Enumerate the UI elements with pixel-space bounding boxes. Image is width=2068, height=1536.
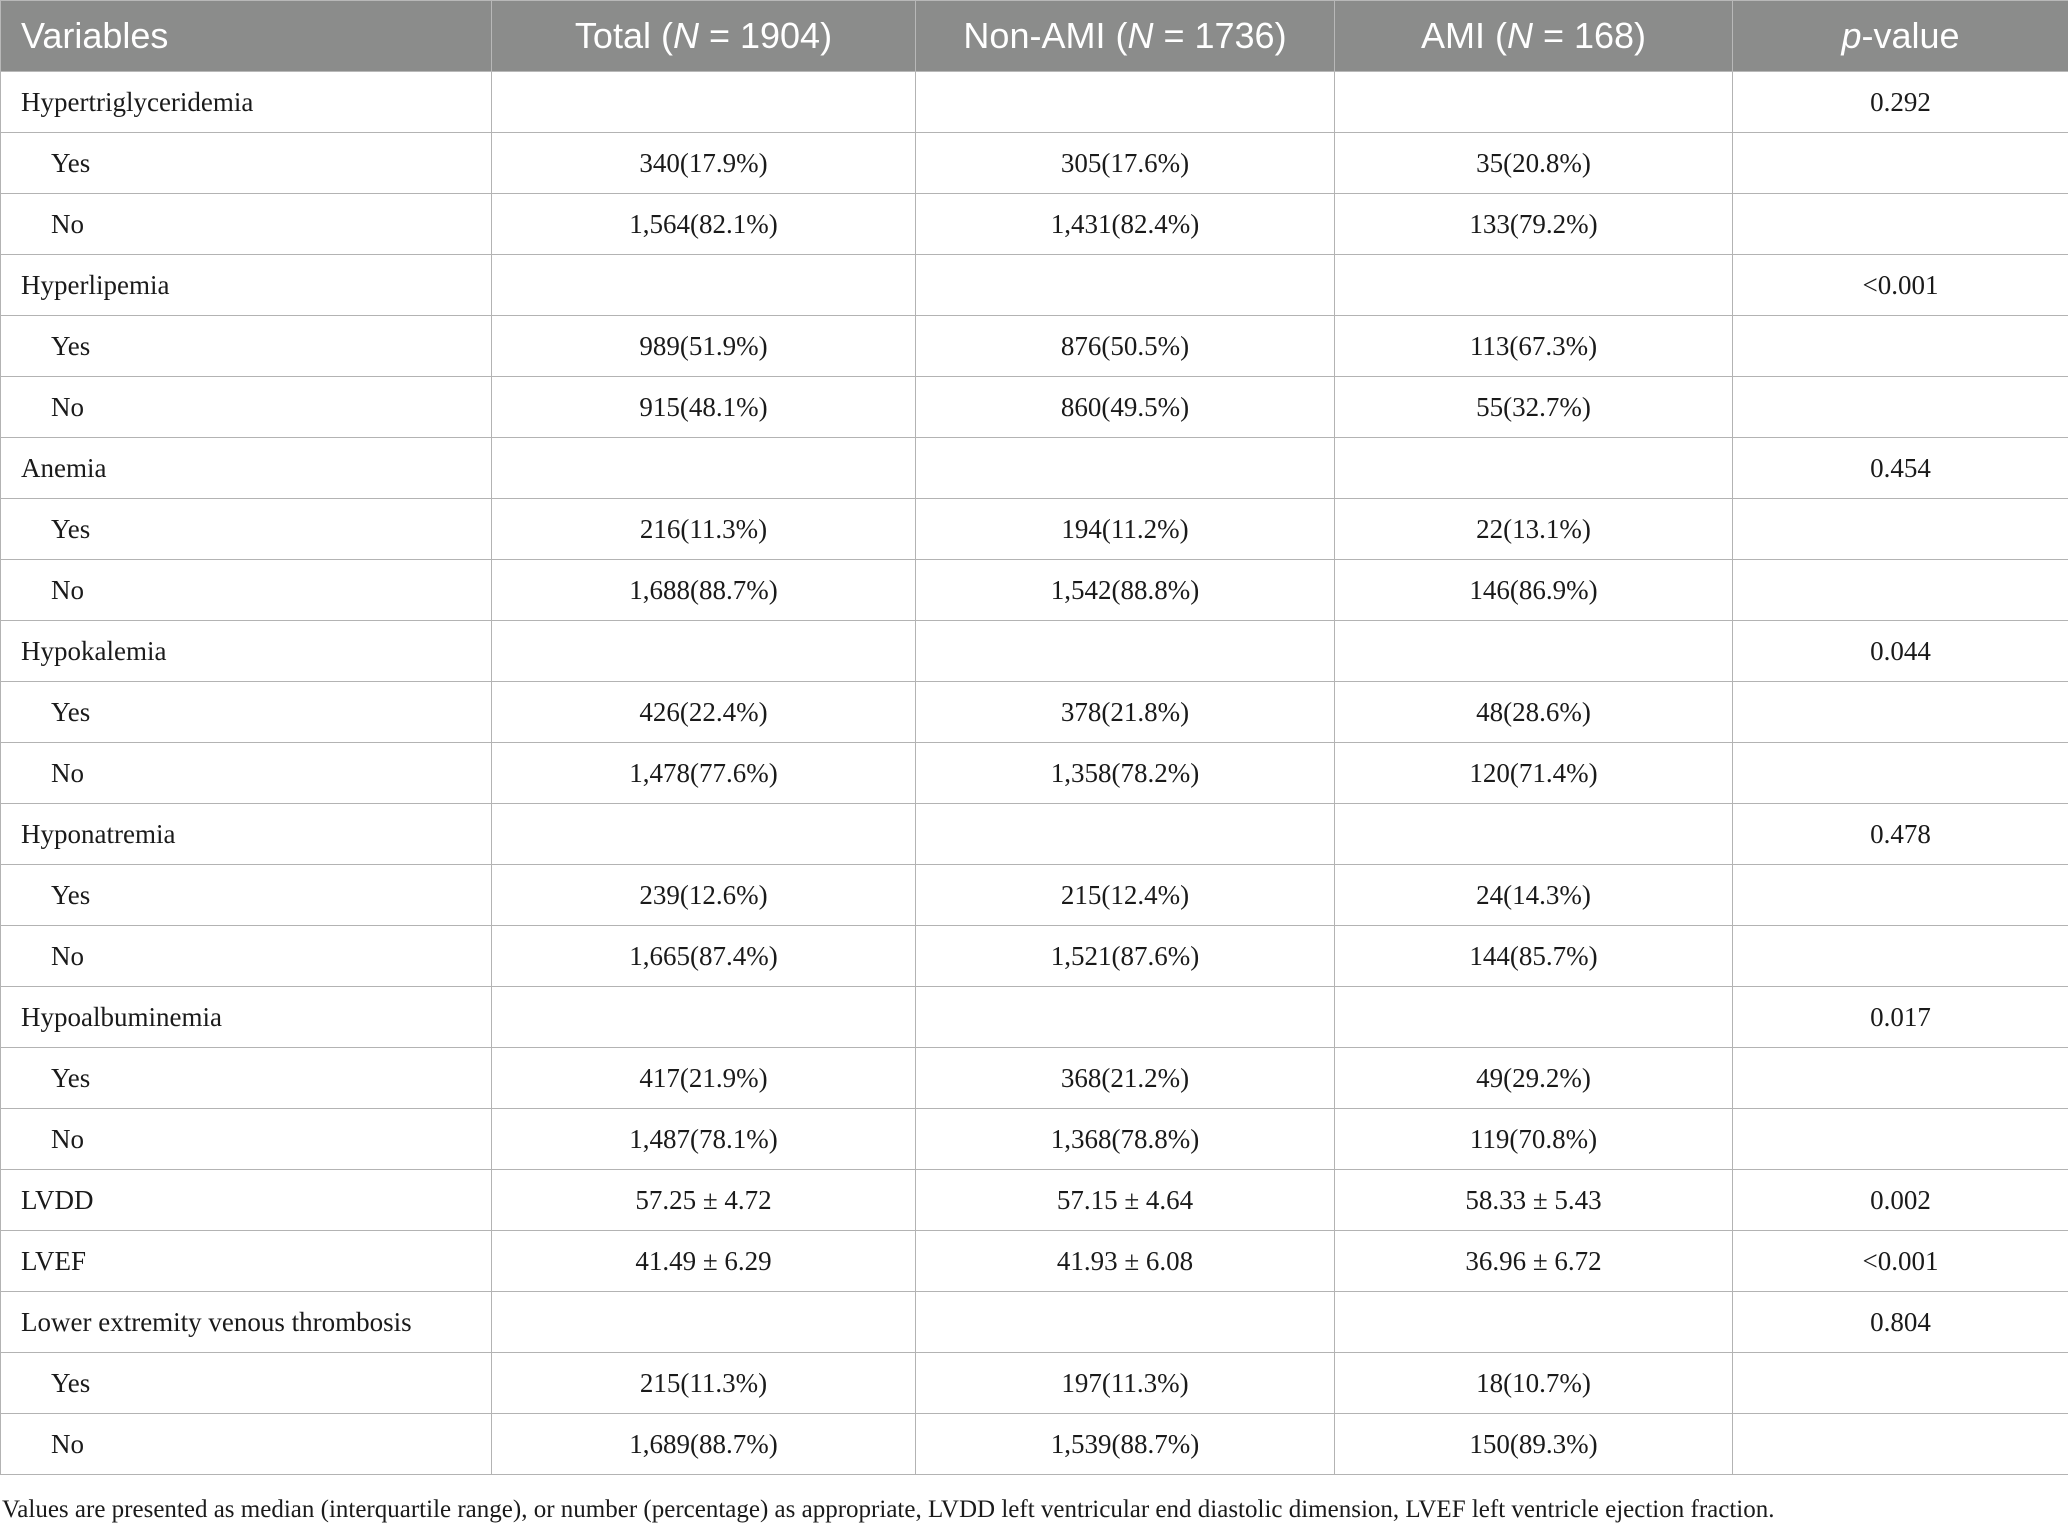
- ami-cell: 55(32.7%): [1335, 377, 1733, 438]
- total-cell: [492, 255, 916, 316]
- row-label-cell: Yes: [1, 682, 492, 743]
- non-ami-cell: 41.93 ± 6.08: [916, 1231, 1335, 1292]
- header-total: Total (N = 1904): [492, 1, 916, 72]
- non-ami-cell: 1,358(78.2%): [916, 743, 1335, 804]
- table-row: [1, 987, 2068, 1048]
- row-label-cell: Hypokalemia: [1, 621, 492, 682]
- p-value-cell: [1733, 499, 2068, 560]
- ami-cell: 150(89.3%): [1335, 1414, 1733, 1475]
- ami-cell: 49(29.2%): [1335, 1048, 1733, 1109]
- ami-cell: [1335, 72, 1733, 133]
- table-row: [1, 194, 2068, 255]
- non-ami-cell: [916, 621, 1335, 682]
- table-row: [1, 865, 2068, 926]
- table-row: [1, 1170, 2068, 1231]
- p-value-cell: 0.292: [1733, 72, 2068, 133]
- table-row: [1, 1353, 2068, 1414]
- header-variables: Variables: [1, 1, 492, 72]
- table-row: [1, 72, 2068, 133]
- row-label-cell: Yes: [1, 499, 492, 560]
- table-row: [1, 1292, 2068, 1353]
- row-label-cell: Hypoalbuminemia: [1, 987, 492, 1048]
- ami-cell: [1335, 1292, 1733, 1353]
- p-value-cell: [1733, 133, 2068, 194]
- row-label-cell: No: [1, 1109, 492, 1170]
- table-row: [1, 682, 2068, 743]
- non-ami-cell: 860(49.5%): [916, 377, 1335, 438]
- non-ami-cell: [916, 987, 1335, 1048]
- total-cell: [492, 72, 916, 133]
- table-row: [1, 499, 2068, 560]
- non-ami-cell: 1,542(88.8%): [916, 560, 1335, 621]
- total-cell: 57.25 ± 4.72: [492, 1170, 916, 1231]
- ami-cell: 36.96 ± 6.72: [1335, 1231, 1733, 1292]
- header-p-value: p-value: [1733, 1, 2068, 72]
- table-row: [1, 377, 2068, 438]
- table-row: [1, 1109, 2068, 1170]
- row-label-cell: LVDD: [1, 1170, 492, 1231]
- table-row: [1, 621, 2068, 682]
- total-cell: 1,689(88.7%): [492, 1414, 916, 1475]
- total-cell: [492, 1292, 916, 1353]
- row-label-cell: No: [1, 560, 492, 621]
- total-cell: 1,487(78.1%): [492, 1109, 916, 1170]
- total-cell: 915(48.1%): [492, 377, 916, 438]
- table-header-row: [1, 1, 2068, 72]
- row-label-cell: Hypertriglyceridemia: [1, 72, 492, 133]
- non-ami-cell: [916, 804, 1335, 865]
- non-ami-cell: [916, 438, 1335, 499]
- p-value-cell: [1733, 1353, 2068, 1414]
- row-label-cell: No: [1, 1414, 492, 1475]
- total-cell: [492, 804, 916, 865]
- non-ami-cell: 215(12.4%): [916, 865, 1335, 926]
- non-ami-cell: 368(21.2%): [916, 1048, 1335, 1109]
- total-cell: 340(17.9%): [492, 133, 916, 194]
- row-label-cell: No: [1, 926, 492, 987]
- header-ami: AMI (N = 168): [1335, 1, 1733, 72]
- total-cell: 215(11.3%): [492, 1353, 916, 1414]
- total-cell: 989(51.9%): [492, 316, 916, 377]
- header-non-ami: Non-AMI (N = 1736): [916, 1, 1335, 72]
- non-ami-cell: 1,368(78.8%): [916, 1109, 1335, 1170]
- non-ami-cell: 197(11.3%): [916, 1353, 1335, 1414]
- total-cell: [492, 438, 916, 499]
- ami-cell: 24(14.3%): [1335, 865, 1733, 926]
- table-row: [1, 1231, 2068, 1292]
- non-ami-cell: 378(21.8%): [916, 682, 1335, 743]
- total-cell: 1,688(88.7%): [492, 560, 916, 621]
- ami-cell: 144(85.7%): [1335, 926, 1733, 987]
- p-value-cell: [1733, 316, 2068, 377]
- ami-cell: 22(13.1%): [1335, 499, 1733, 560]
- ami-cell: 18(10.7%): [1335, 1353, 1733, 1414]
- ami-cell: [1335, 255, 1733, 316]
- ami-cell: [1335, 804, 1733, 865]
- p-value-cell: [1733, 926, 2068, 987]
- p-value-cell: <0.001: [1733, 255, 2068, 316]
- p-value-cell: 0.478: [1733, 804, 2068, 865]
- row-label-cell: Anemia: [1, 438, 492, 499]
- table-footnote: Values are presented as median (interquartile range), or number (percentage) as appropriate, LVDD left ventricular end diastolic dimension, LVEF left ventricle ejection fraction.: [2, 1496, 1775, 1523]
- p-value-cell: 0.454: [1733, 438, 2068, 499]
- total-cell: [492, 621, 916, 682]
- ami-cell: 120(71.4%): [1335, 743, 1733, 804]
- non-ami-cell: [916, 255, 1335, 316]
- p-value-cell: 0.017: [1733, 987, 2068, 1048]
- non-ami-cell: [916, 1292, 1335, 1353]
- table-row: [1, 255, 2068, 316]
- table-row: [1, 133, 2068, 194]
- p-value-cell: [1733, 1109, 2068, 1170]
- ami-cell: 113(67.3%): [1335, 316, 1733, 377]
- p-value-cell: [1733, 1048, 2068, 1109]
- row-label-cell: Hyperlipemia: [1, 255, 492, 316]
- table-row: [1, 560, 2068, 621]
- p-value-cell: [1733, 865, 2068, 926]
- row-label-cell: Yes: [1, 1353, 492, 1414]
- ami-cell: 146(86.9%): [1335, 560, 1733, 621]
- ami-cell: 119(70.8%): [1335, 1109, 1733, 1170]
- row-label-cell: LVEF: [1, 1231, 492, 1292]
- non-ami-cell: 194(11.2%): [916, 499, 1335, 560]
- ami-cell: 48(28.6%): [1335, 682, 1733, 743]
- row-label-cell: Yes: [1, 865, 492, 926]
- non-ami-cell: 876(50.5%): [916, 316, 1335, 377]
- row-label-cell: No: [1, 743, 492, 804]
- row-label-cell: Lower extremity venous thrombosis: [1, 1292, 492, 1353]
- row-label-cell: Yes: [1, 133, 492, 194]
- total-cell: 41.49 ± 6.29: [492, 1231, 916, 1292]
- ami-cell: [1335, 621, 1733, 682]
- p-value-cell: <0.001: [1733, 1231, 2068, 1292]
- table-row: [1, 438, 2068, 499]
- table-row: [1, 1048, 2068, 1109]
- non-ami-cell: 57.15 ± 4.64: [916, 1170, 1335, 1231]
- p-value-cell: 0.804: [1733, 1292, 2068, 1353]
- p-value-cell: [1733, 743, 2068, 804]
- total-cell: 1,478(77.6%): [492, 743, 916, 804]
- non-ami-cell: 1,431(82.4%): [916, 194, 1335, 255]
- non-ami-cell: [916, 72, 1335, 133]
- table-row: [1, 804, 2068, 865]
- ami-cell: 58.33 ± 5.43: [1335, 1170, 1733, 1231]
- table-row: [1, 1414, 2068, 1475]
- p-value-cell: 0.044: [1733, 621, 2068, 682]
- p-value-cell: [1733, 560, 2068, 621]
- p-value-cell: 0.002: [1733, 1170, 2068, 1231]
- row-label-cell: Yes: [1, 1048, 492, 1109]
- table-row: [1, 316, 2068, 377]
- non-ami-cell: 305(17.6%): [916, 133, 1335, 194]
- non-ami-cell: 1,521(87.6%): [916, 926, 1335, 987]
- non-ami-cell: 1,539(88.7%): [916, 1414, 1335, 1475]
- row-label-cell: Hyponatremia: [1, 804, 492, 865]
- ami-cell: [1335, 438, 1733, 499]
- total-cell: 239(12.6%): [492, 865, 916, 926]
- p-value-cell: [1733, 194, 2068, 255]
- ami-cell: 133(79.2%): [1335, 194, 1733, 255]
- total-cell: 426(22.4%): [492, 682, 916, 743]
- total-cell: [492, 987, 916, 1048]
- total-cell: 417(21.9%): [492, 1048, 916, 1109]
- p-value-cell: [1733, 682, 2068, 743]
- table-body: [1, 72, 2068, 1475]
- table-row: [1, 926, 2068, 987]
- row-label-cell: Yes: [1, 316, 492, 377]
- row-label-cell: No: [1, 377, 492, 438]
- ami-cell: 35(20.8%): [1335, 133, 1733, 194]
- total-cell: 1,564(82.1%): [492, 194, 916, 255]
- p-value-cell: [1733, 1414, 2068, 1475]
- row-label-cell: No: [1, 194, 492, 255]
- ami-cell: [1335, 987, 1733, 1048]
- total-cell: 1,665(87.4%): [492, 926, 916, 987]
- table-row: [1, 743, 2068, 804]
- total-cell: 216(11.3%): [492, 499, 916, 560]
- p-value-cell: [1733, 377, 2068, 438]
